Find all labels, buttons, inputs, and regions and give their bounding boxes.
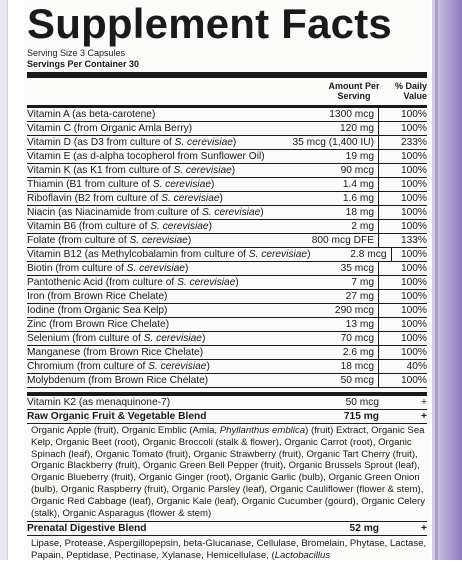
nutrient-name: Iodine (from Organic Sea Kelp) (27, 305, 168, 316)
nutrient-row (27, 374, 427, 388)
nutrient-dv: 100% (400, 333, 427, 344)
nutrient-row (27, 164, 427, 178)
photo-edge-left (0, 0, 8, 560)
serving-size: Serving Size 3 Capsules (27, 48, 126, 58)
nutrient-row (27, 360, 427, 374)
nutrient-dv: 100% (400, 109, 427, 120)
raw-blend-ingredients: Organic Apple (fruit), Organic Emblic (Amla, Phyllanthus emblica) (fruit) Extract, Organic Sea Kelp, Organic Beet (root), Organic Broccoli (stalk & flower), Organic Carrot (root), Organic Spinach (leaf), Organic Tomato (fruit), Organic Strawberry (fruit), Organic Tart Cherry (fruit), Organic Blackberry (fruit), Organic Green Bell Pepper (fruit), Organic Brussels Sprout (leaf), Organic Blueberry (fruit), Organic Ginger (root), Organic Garlic (bulb), Organic Green Onion (bulb), Organic Raspberry (fruit), Organic Parsley (leaf), Organic Cauliflower (flower & stem), Organic Red Cabbage (leaf), Organic Kale (leaf), Organic Cucumber (gourd), Organic Celery (stalk), Organic Asparagus (flower & stem) (27, 424, 427, 522)
digestive-blend-ingredients: Lipase, Protease, Aspergillopepsin, beta-Glucanase, Cellulase, Bromelain, Phytase, Lactase, Papain, Peptidase, Pectinase, Xylanase, Hemicellulase, (Lactobacillus (31, 538, 427, 562)
nutrient-row (27, 234, 427, 248)
nutrient-name: Vitamin A (as beta-carotene) (27, 109, 156, 120)
nutrient-dv: 100% (400, 151, 427, 162)
nutrient-row (27, 192, 427, 206)
nutrient-name: Pantothenic Acid (from culture of S. cerevisiae) (27, 277, 239, 288)
nutrient-name: Vitamin E (as d-alpha tocopherol from Sunflower Oil) (27, 151, 265, 162)
blend-amount: 52 mg (349, 523, 379, 535)
nutrient-dv: + (421, 397, 427, 408)
dv-header: % Daily Value (394, 81, 427, 101)
nutrient-amount: 18 mg (345, 207, 374, 218)
nutrient-dv: 100% (400, 123, 427, 134)
nutrient-amount: 2.6 mg (342, 347, 374, 358)
serving-info (27, 48, 427, 70)
nutrient-amount: 7 mg (351, 277, 374, 288)
nutrient-dv: 100% (400, 291, 427, 302)
nutrient-row (27, 248, 427, 262)
nutrient-dv: 233% (400, 137, 427, 148)
blend-name: Prenatal Digestive Blend (27, 523, 147, 535)
nutrient-name: Vitamin C (from Organic Amla Berry) (27, 123, 193, 134)
nutrient-row (27, 276, 427, 290)
supplement-facts-panel (24, 0, 430, 560)
nutrient-amount: 290 mcg (334, 305, 374, 316)
nutrient-dv: 100% (400, 207, 427, 218)
nutrient-amount: 2.8 mcg (350, 249, 387, 260)
nutrient-dv: 100% (400, 277, 427, 288)
nutrient-amount: 18 mcg (340, 361, 374, 372)
nutrient-name: Niacin (as Niacinamide from culture of S. cerevisiae) (27, 207, 264, 218)
blend-dv: + (421, 523, 427, 535)
raw-blend-row (27, 410, 427, 424)
nutrient-dv: 133% (400, 235, 427, 246)
nutrient-amount: 13 mg (345, 319, 374, 330)
nutrient-dv: 100% (400, 263, 427, 274)
nutrient-row (27, 150, 427, 164)
nutrient-name: Selenium (from culture of S. cerevisiae) (27, 333, 206, 344)
nutrient-row (27, 290, 427, 304)
column-header (27, 78, 427, 105)
nutrient-amount: 90 mcg (340, 165, 374, 176)
nutrient-name: Vitamin D (as D3 from culture of S. cerevisiae) (27, 137, 237, 148)
nutrient-amount: 1300 mcg (329, 109, 374, 120)
nutrient-dv: 100% (400, 221, 427, 232)
amount-header: Amount Per Serving (328, 81, 380, 101)
nutrient-amount: 19 mg (345, 151, 374, 162)
nutrient-dv: 100% (400, 193, 427, 204)
nutrient-amount: 70 mcg (340, 333, 374, 344)
nutrient-name: Folate (from culture of S. cerevisiae) (27, 235, 192, 246)
nutrient-row (27, 108, 427, 122)
nutrient-name: Biotin (from culture of S. cerevisiae) (27, 263, 189, 274)
nutrient-dv: 100% (400, 319, 427, 330)
nutrient-dv: 100% (400, 249, 427, 260)
nutrient-dv: 100% (400, 375, 427, 386)
nutrient-row (27, 178, 427, 192)
nutrient-name: Chromium (from culture of S. cerevisiae) (27, 361, 210, 372)
nutrient-name: Iron (from Brown Rice Chelate) (27, 291, 168, 302)
bottle-ribbon (435, 0, 438, 560)
nutrient-amount: 1.6 mg (342, 193, 374, 204)
panel-title: Supplement Facts (27, 0, 392, 47)
nutrient-name: Vitamin K2 (as menaquinone-7) (27, 397, 171, 408)
nutrient-row (27, 220, 427, 234)
bottle-edge-right (432, 0, 462, 560)
nutrient-row (27, 122, 427, 136)
nutrient-amount: 50 mcg (345, 397, 379, 408)
nutrient-name: Vitamin K (as K1 from culture of S. cerevisiae) (27, 165, 236, 176)
nutrient-row (27, 318, 427, 332)
nutrient-row (27, 206, 427, 220)
nutrient-row (27, 262, 427, 276)
nutrient-amount: 800 mcg DFE (311, 235, 374, 246)
nutrient-amount: 35 mcg (340, 263, 374, 274)
nutrient-name: Molybdenum (from Brown Rice Chelate) (27, 375, 209, 386)
blend-amount: 715 mg (343, 411, 379, 422)
nutrient-dv: 100% (400, 165, 427, 176)
nutrient-row (27, 332, 427, 346)
nutrient-dv: 100% (400, 179, 427, 190)
nutrient-row (27, 346, 427, 360)
vitamin-k2-row (27, 396, 427, 410)
nutrient-name: Vitamin B6 (from culture of S. cerevisiae) (27, 221, 212, 232)
nutrient-amount: 120 mg (340, 123, 374, 134)
digestive-blend-row (27, 522, 427, 536)
nutrient-amount: 35 mcg (1,400 IU) (292, 137, 374, 148)
nutrient-row (27, 136, 427, 150)
nutrient-amount: 1.4 mg (342, 179, 374, 190)
nutrient-row (27, 304, 427, 318)
nutrient-dv: 40% (406, 361, 427, 372)
nutrient-amount: 2 mg (351, 221, 374, 232)
servings-per-container: Servings Per Container 30 (27, 59, 140, 69)
nutrient-name: Manganese (from Brown Rice Chelate) (27, 347, 204, 358)
blend-dv: + (421, 411, 427, 422)
nutrient-name: Vitamin B12 (as Methylcobalamin from culture of S. cerevisiae) (27, 249, 311, 260)
blend-name: Raw Organic Fruit & Vegetable Blend (27, 411, 207, 422)
nutrient-name: Zinc (from Brown Rice Chelate) (27, 319, 170, 330)
nutrient-list (27, 108, 427, 388)
nutrient-amount: 27 mg (345, 291, 374, 302)
nutrient-name: Riboflavin (B2 from culture of S. cerevisiae) (27, 193, 223, 204)
nutrient-name: Thiamin (B1 from culture of S. cerevisiae) (27, 179, 215, 190)
nutrient-dv: 100% (400, 347, 427, 358)
nutrient-amount: 50 mcg (340, 375, 374, 386)
nutrient-dv: 100% (400, 305, 427, 316)
